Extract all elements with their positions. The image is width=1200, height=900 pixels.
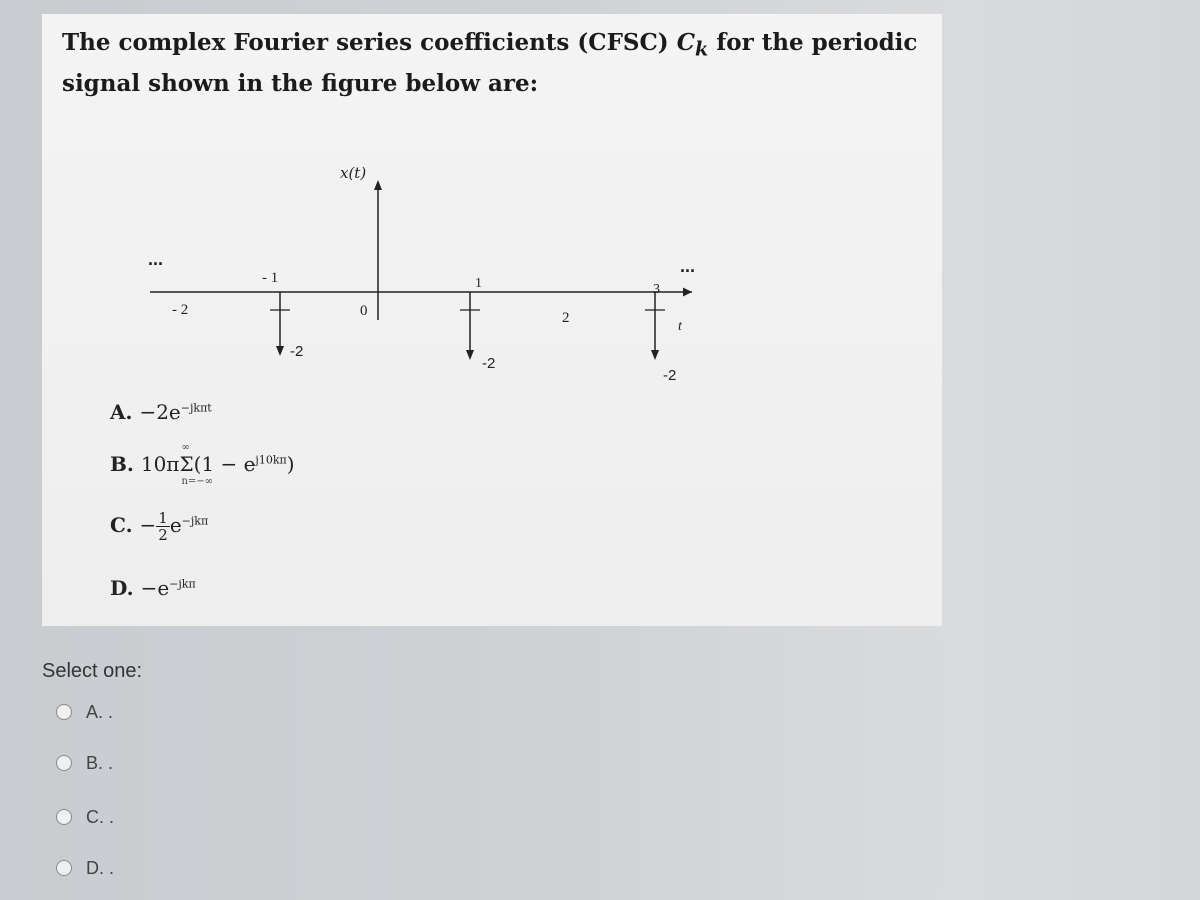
impulse-arrowhead-minus1 <box>276 346 284 356</box>
signal-label: x(t) <box>340 164 367 182</box>
fraction-one-half: $\frac{1}{2}$ <box>158 509 168 544</box>
impulse-arrowhead-3 <box>651 350 659 360</box>
impulse-value-label-minus1: -2 <box>290 343 304 360</box>
impulse-value-label-1: -2 <box>482 355 496 372</box>
option-a-text: A. $-2e^{-jk\pi t}$ <box>110 400 212 424</box>
ellipsis-left: ... <box>148 249 164 269</box>
tick-label-three: 3 <box>653 282 660 297</box>
option-a-expression: $-2e^{-jk\pi t}$ <box>139 400 212 424</box>
choice-d[interactable] <box>56 853 114 883</box>
choice-a[interactable] <box>56 697 113 727</box>
impulse-value-label-3: -2 <box>663 367 677 384</box>
radio-b[interactable] <box>56 755 72 771</box>
option-c-text: C. − $\frac{1}{2}$ $e^{-jk\pi}$ <box>110 509 209 544</box>
radio-a[interactable] <box>56 704 72 720</box>
question-line1-pre: The complex Fourier series coefficients (CFSC) <box>62 29 669 56</box>
select-one-label: Select one: <box>42 660 143 682</box>
tick-label-one: 1 <box>475 276 482 291</box>
tick-label-two: 2 <box>562 310 570 326</box>
option-c-expression: − $\frac{1}{2}$ $e^{-jk\pi}$ <box>139 509 209 544</box>
choice-a-label: A. . <box>86 701 114 722</box>
choice-c-label: C. . <box>86 806 115 827</box>
choice-b-label: B. . <box>86 752 114 773</box>
summation-symbol: Σ ∞ n=−∞ <box>179 442 213 487</box>
option-d-text: D. $-e^{-jk\pi}$ <box>110 576 196 600</box>
question-line2: signal shown in the figure below are: <box>62 69 539 97</box>
t-axis-label: t <box>678 319 682 334</box>
option-d-expression: $-e^{-jk\pi}$ <box>140 576 196 600</box>
signal-figure <box>100 160 740 400</box>
radio-c[interactable] <box>56 809 72 825</box>
radio-d[interactable] <box>56 860 72 876</box>
choice-c[interactable] <box>56 802 114 832</box>
question-text <box>62 26 942 101</box>
choice-b[interactable] <box>56 748 113 778</box>
tick-label-minus1: - 1 <box>262 270 279 286</box>
option-b-text: B. 10πΣ ∞ n=−∞ $(1 - e^{j10k\pi})$ <box>110 442 295 487</box>
signal-plot <box>100 160 740 400</box>
tick-label-minus2: - 2 <box>172 302 189 318</box>
ellipsis-right: ... <box>680 256 696 276</box>
coefficient-symbol: $C_k$ <box>676 29 709 61</box>
impulse-arrowhead-1 <box>466 350 474 360</box>
question-line1-post: for the periodic <box>716 29 918 56</box>
tick-label-zero: 0 <box>360 303 368 319</box>
choice-d-label: D. . <box>86 857 115 878</box>
option-b-expression: 10πΣ ∞ n=−∞ $(1 - e^{j10k\pi})$ <box>140 442 295 487</box>
x-axis-arrowhead <box>374 180 382 190</box>
